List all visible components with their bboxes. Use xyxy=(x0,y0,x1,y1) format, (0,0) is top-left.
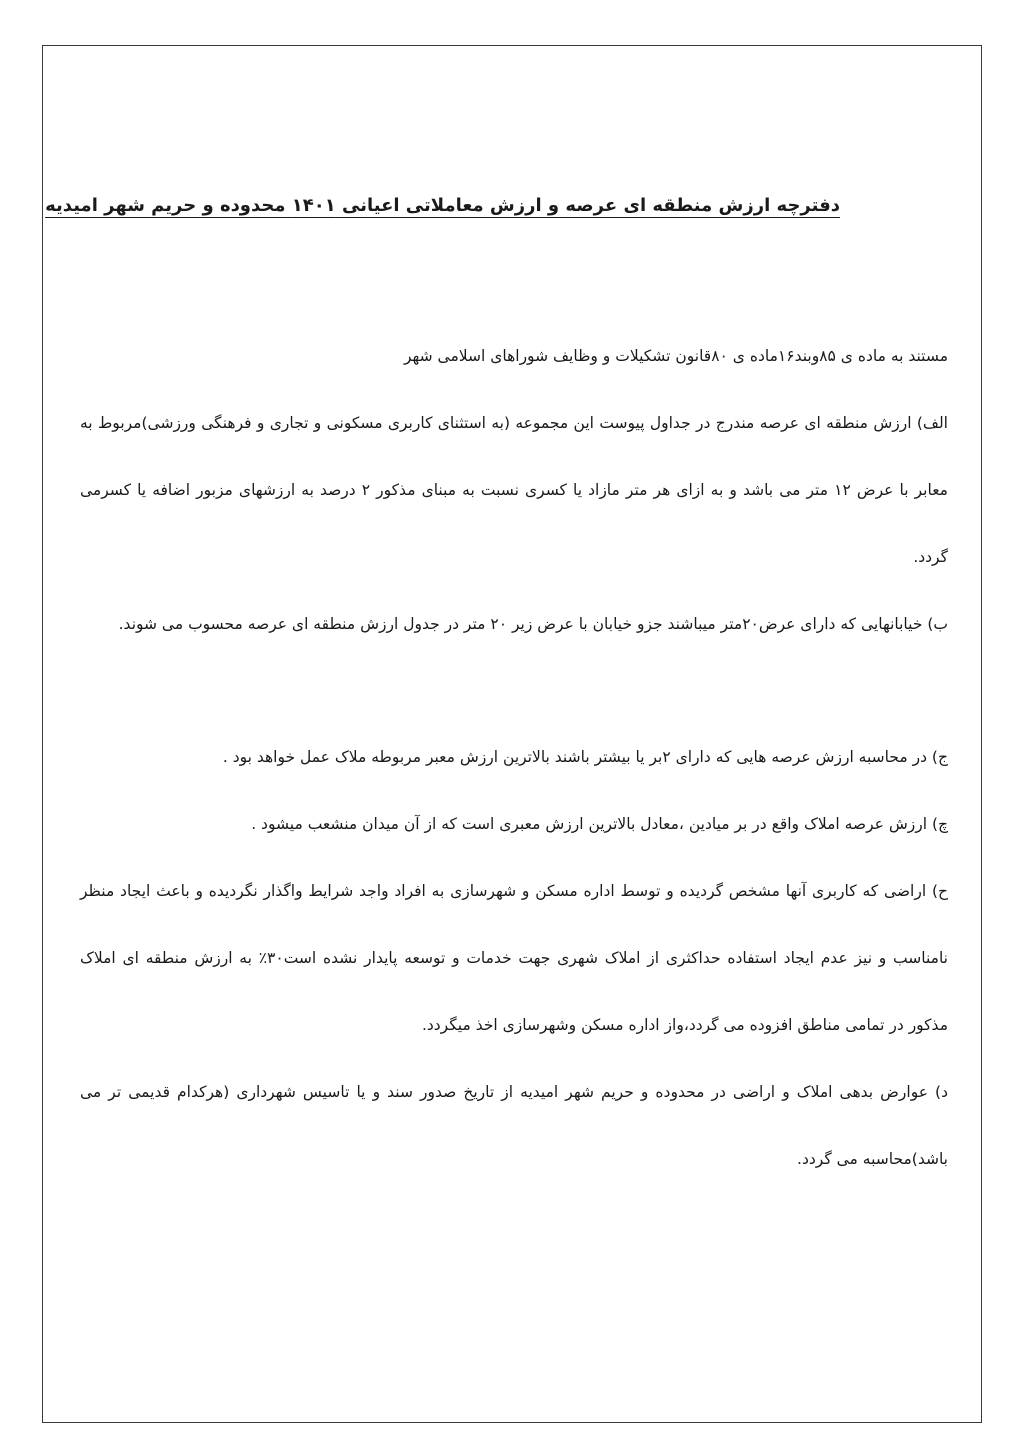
clause-text: د) عوارض بدهی املاک و اراضی در محدوده و حریم شهر امیدیه از تاریخ صدور سند و یا تاسیس شهرداری (هرکدام قدیمی تر می باشد)محاسبه می گردد. xyxy=(80,1083,948,1168)
intro-text: مستند به ماده ی ۸۵وبند۱۶ماده ی ۸۰قانون تشکیلات و وظایف شوراهای اسلامی شهر xyxy=(403,347,948,365)
clause-jim xyxy=(80,724,948,791)
clause-he xyxy=(80,858,948,1059)
document-title: دفترچه ارزش منطقه ای عرصه و ارزش معاملاتی اعیانی ۱۴۰۱ محدوده و حریم شهر امیدیه xyxy=(45,195,840,216)
clause-text: الف) ارزش منطقه ای عرصه مندرج در جداول پیوست این مجموعه (به استثنای کاربری مسکونی و تجاری و فرهنگی ورزشی)مربوط به معابر با عرض ۱۲ متر می باشد و به ازای هر متر مازاد یا کسری نسبت به مبنای مذکور ۲ درصد به ارزشهای مزبور اضافه یا کسرمی گردد. xyxy=(80,414,948,566)
clause-be xyxy=(80,591,948,658)
clause-dal xyxy=(80,1059,948,1193)
clause-alef xyxy=(80,390,948,591)
clause-text: ح) اراضی که کاربری آنها مشخص گردیده و توسط اداره مسکن و شهرسازی به افراد واجد شرایط واگذار نگردیده و باعث ایجاد منظر نامناسب و نیز عدم ایجاد استفاده حداکثری از املاک شهری جهت خدمات و توسعه پایدار نشده است۳۰٪ به ارزش منطقه ای املاک مذکور در تمامی مناطق افزوده می گردد،واز اداره مسکن وشهرسازی اخذ میگردد. xyxy=(80,882,948,1034)
clause-che xyxy=(80,791,948,858)
intro-paragraph xyxy=(80,323,948,390)
clause-text: چ) ارزش عرصه املاک واقع در بر میادین ،معادل بالاترین ارزش معبری است که از آن میدان منشعب میشود . xyxy=(251,815,948,833)
clause-text: ب) خیابانهایی که دارای عرض۲۰متر میباشند جزو خیابان با عرض زیر ۲۰ متر در جدول ارزش منطقه ای عرصه محسوب می شوند. xyxy=(118,615,948,633)
clause-text: ج) در محاسبه ارزش عرصه هایی که دارای ۲بر یا بیشتر باشند بالاترین ارزش معبر مربوطه ملاک عمل خواهد بود . xyxy=(222,748,948,766)
